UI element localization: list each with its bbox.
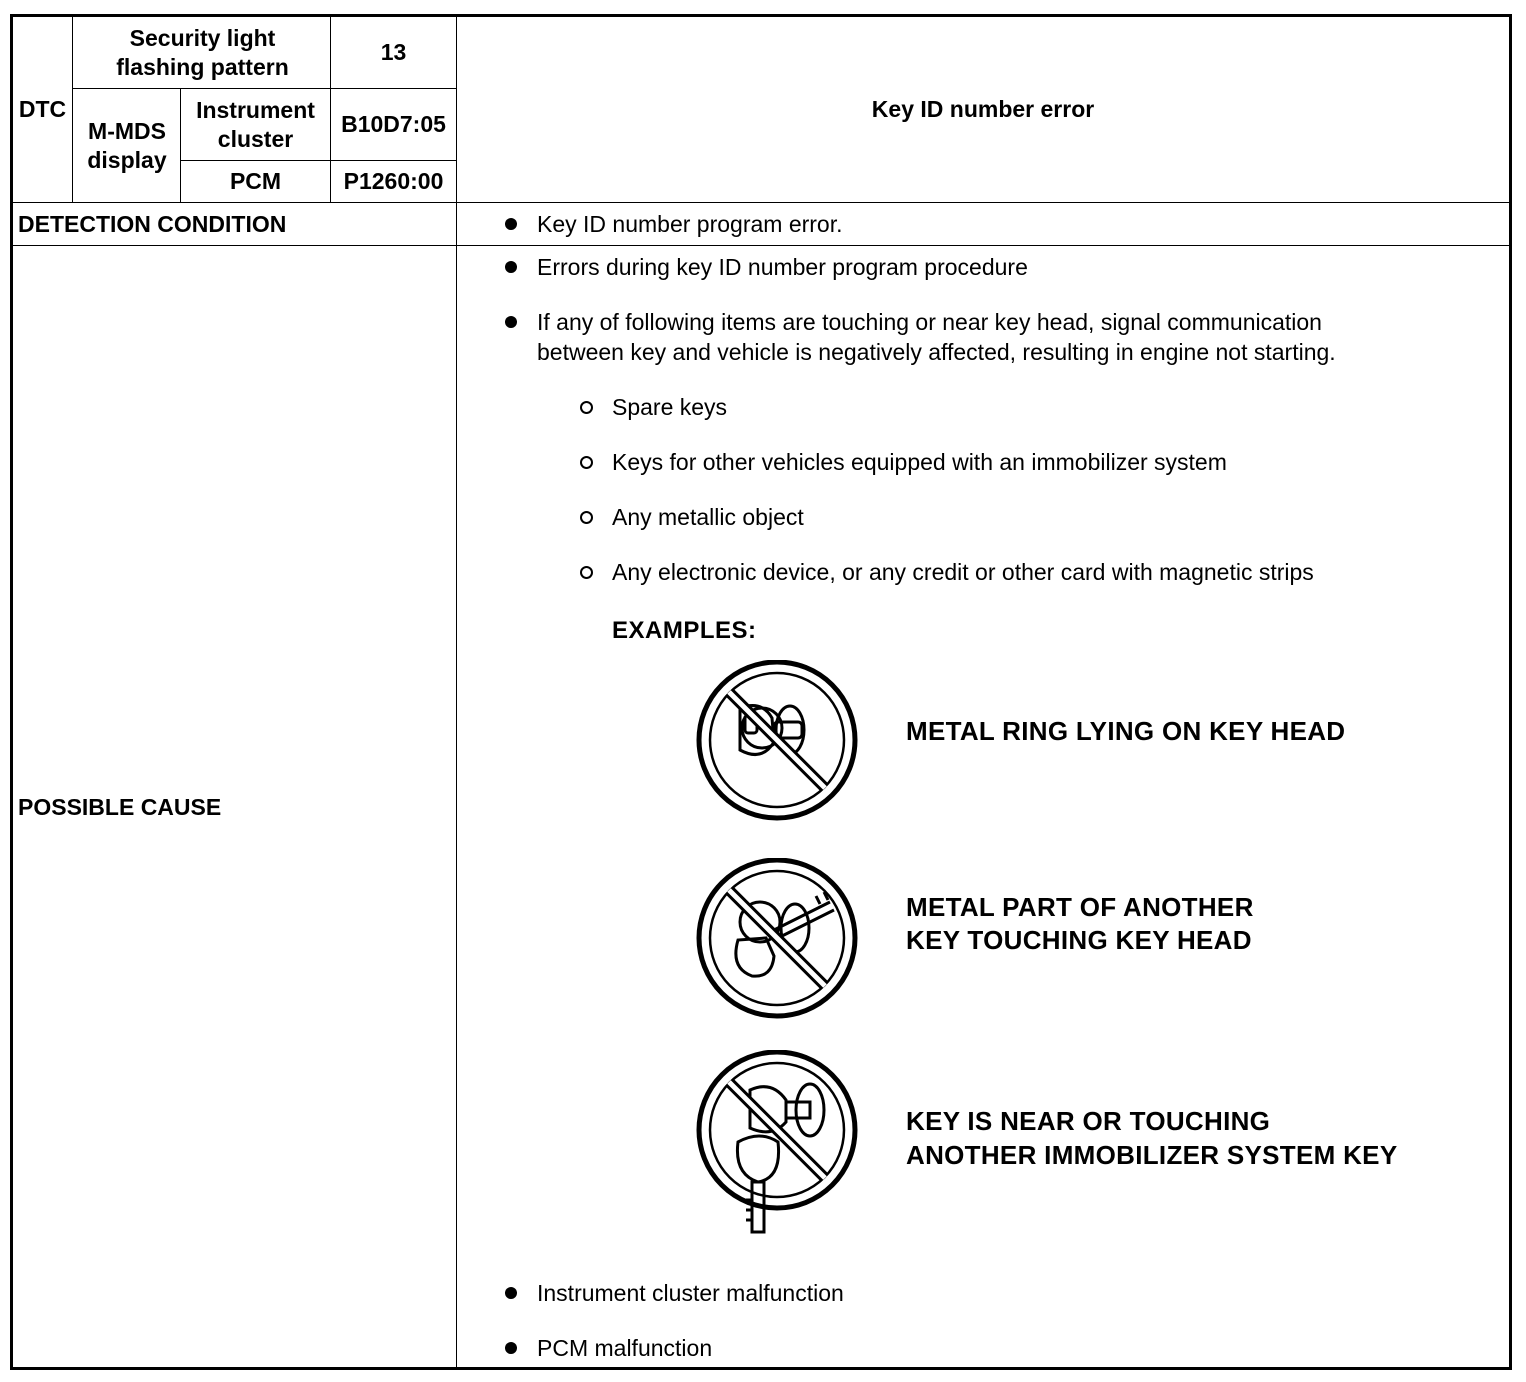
bullet-icon [505, 1342, 517, 1354]
example-caption: ANOTHER IMMOBILIZER SYSTEM KEY [906, 1140, 1398, 1170]
another-key-touching-prohibited-icon [690, 858, 865, 1023]
sub-item: Keys for other vehicles equipped with an immobilizer system [612, 449, 1227, 475]
example-caption: METAL PART OF ANOTHER [906, 892, 1254, 922]
cause-item-continued: between key and vehicle is negatively affected, resulting in engine not starting. [537, 339, 1336, 365]
bullet-icon [505, 261, 517, 273]
sub-item: Spare keys [612, 394, 728, 420]
instrument-cluster-code: B10D7:05 [341, 111, 446, 137]
possible-cause-label: POSSIBLE CAUSE [18, 793, 222, 820]
bullet-icon [505, 316, 517, 328]
cause-item: PCM malfunction [537, 1335, 713, 1361]
sub-item: Any electronic device, or any credit or other card with magnetic strips [612, 559, 1314, 585]
flash-pattern-label: Security light flashing pattern [116, 25, 289, 80]
circle-bullet-icon [580, 511, 593, 524]
dtc-title: Key ID number error [871, 96, 1095, 122]
instrument-cluster-label: Instrument cluster [196, 96, 315, 152]
pcm-code: P1260:00 [343, 168, 444, 194]
examples-title: EXAMPLES: [612, 617, 757, 644]
divider [456, 14, 457, 1370]
example-caption: METAL RING LYING ON KEY HEAD [906, 716, 1346, 746]
bullet-icon [505, 218, 517, 230]
detection-condition-label: DETECTION CONDITION [18, 210, 287, 237]
circle-bullet-icon [580, 566, 593, 579]
circle-bullet-icon [580, 456, 593, 469]
pcm-label: PCM [229, 168, 282, 194]
divider [72, 14, 73, 202]
bullet-icon [505, 1287, 517, 1299]
metal-ring-prohibited-icon [690, 660, 865, 825]
cause-item: Errors during key ID number program procedure [537, 254, 1028, 280]
cause-item: If any of following items are touching or near key head, signal communication [537, 309, 1322, 335]
example-caption: KEY IS NEAR OR TOUCHING [906, 1106, 1271, 1136]
flash-pattern-value: 13 [380, 39, 407, 65]
near-immobilizer-key-prohibited-icon [690, 1050, 865, 1250]
cause-item: Instrument cluster malfunction [537, 1280, 844, 1306]
sub-item: Any metallic object [612, 504, 804, 530]
mmds-label: M-MDS display [87, 117, 167, 173]
circle-bullet-icon [580, 401, 593, 414]
detection-item: Key ID number program error. [537, 211, 843, 237]
example-caption: KEY TOUCHING KEY HEAD [906, 925, 1252, 955]
dtc-label: DTC [18, 96, 67, 122]
